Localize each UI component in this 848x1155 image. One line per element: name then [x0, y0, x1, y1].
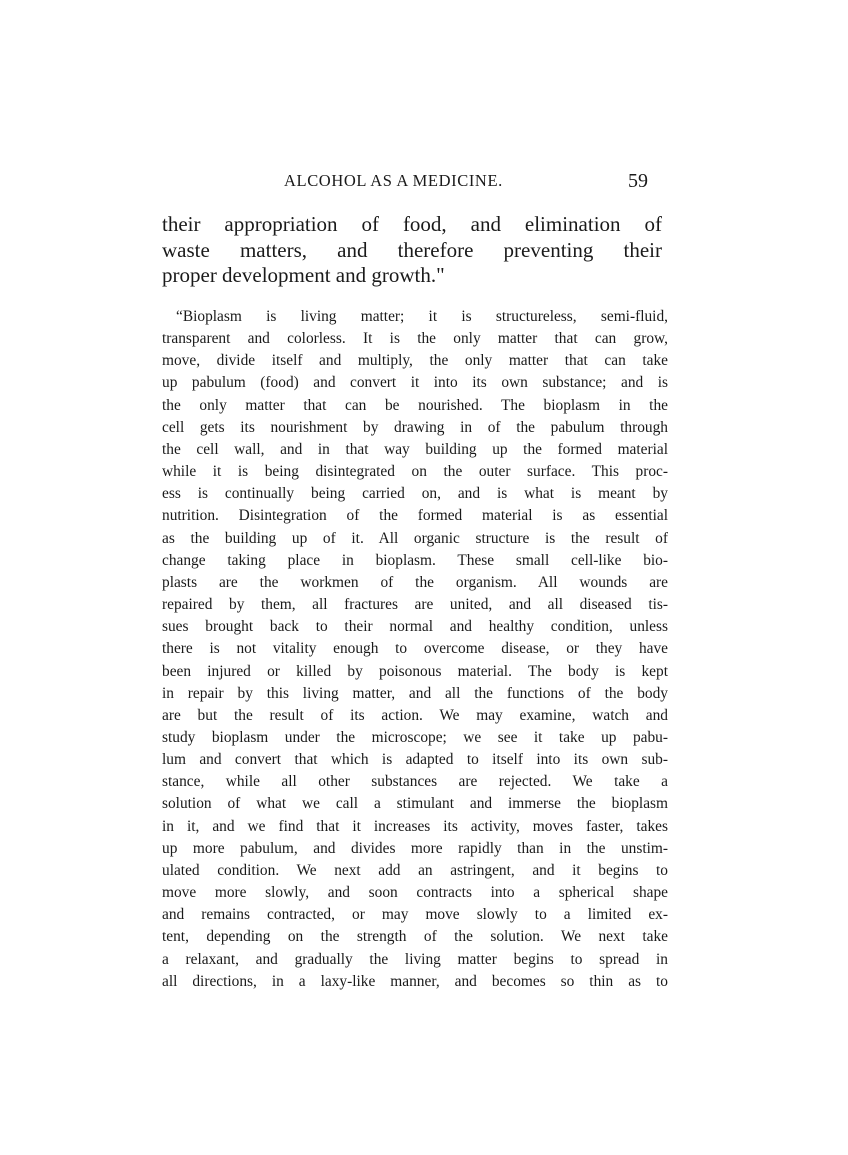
running-head: ALCOHOL AS A MEDICINE.	[284, 171, 503, 190]
text-line: transparent and colorless. It is the only matter that can grow,	[162, 330, 668, 348]
text-line: study bioplasm under the microscope; we see it take up pabu-	[162, 728, 668, 746]
text-line: waste matters, and therefore preventing their	[162, 237, 662, 262]
text-line: there is not vitality enough to overcome disease, or they have	[162, 640, 668, 658]
page-header	[162, 170, 662, 196]
text-line: in it, and we find that it increases its activity, moves faster, takes	[162, 817, 668, 835]
text-line: lum and convert that which is adapted to itself into its own sub-	[162, 751, 668, 769]
text-line: plasts are the workmen of the organism. All wounds are	[162, 573, 668, 591]
text-line: stance, while all other substances are rejected. We take a	[162, 773, 668, 791]
text-line: change taking place in bioplasm. These small cell-like bio-	[162, 551, 668, 569]
text-line: their appropriation of food, and elimination of	[162, 212, 662, 236]
quote-continuation	[162, 212, 662, 289]
text-line: cell gets its nourishment by drawing in of the pabulum through	[162, 418, 668, 436]
page-number: 59	[628, 170, 648, 192]
text-line: up pabulum (food) and convert it into its own substance; and is	[162, 374, 668, 392]
text-line: proper development and growth."	[162, 263, 445, 287]
text-line: as the building up of it. All organic structure is the result of	[162, 529, 668, 547]
text-line: move more slowly, and soon contracts into a spherical shape	[162, 884, 668, 902]
text-line: a relaxant, and gradually the living matter begins to spread in	[162, 950, 668, 968]
text-line: in repair by this living matter, and all the functions of the body	[162, 684, 668, 702]
text-line: been injured or killed by poisonous material. The body is kept	[162, 662, 668, 680]
text-line: ess is continually being carried on, and is what is meant by	[162, 485, 668, 503]
text-line: up more pabulum, and divides more rapidly than in the unstim-	[162, 839, 668, 857]
text-line: nutrition. Disintegration of the formed material is as essential	[162, 507, 668, 525]
text-line: while it is being disintegrated on the outer surface. This proc-	[162, 463, 668, 481]
text-line: repaired by them, all fractures are united, and all diseased tis-	[162, 596, 668, 614]
text-line: the only matter that can be nourished. The bioplasm in the	[162, 396, 668, 414]
text-line: and remains contracted, or may move slowly to a limited ex-	[162, 906, 668, 924]
text-line: are but the result of its action. We may examine, watch and	[162, 706, 668, 724]
text-line: the cell wall, and in that way building up the formed material	[162, 440, 668, 458]
text-line: tent, depending on the strength of the solution. We next take	[162, 928, 668, 946]
text-line: ulated condition. We next add an astringent, and it begins to	[162, 861, 668, 879]
text-line: solution of what we call a stimulant and immerse the bioplasm	[162, 795, 668, 813]
text-line: move, divide itself and multiply, the only matter that can take	[162, 352, 668, 370]
text-line: “Bioplasm is living matter; it is structureless, semi-fluid,	[176, 308, 668, 325]
text-line: all directions, in a laxy-like manner, and becomes so thin as to	[162, 972, 668, 990]
bioplasm-paragraph	[162, 306, 668, 993]
text-line: sues brought back to their normal and healthy condition, unless	[162, 618, 668, 636]
